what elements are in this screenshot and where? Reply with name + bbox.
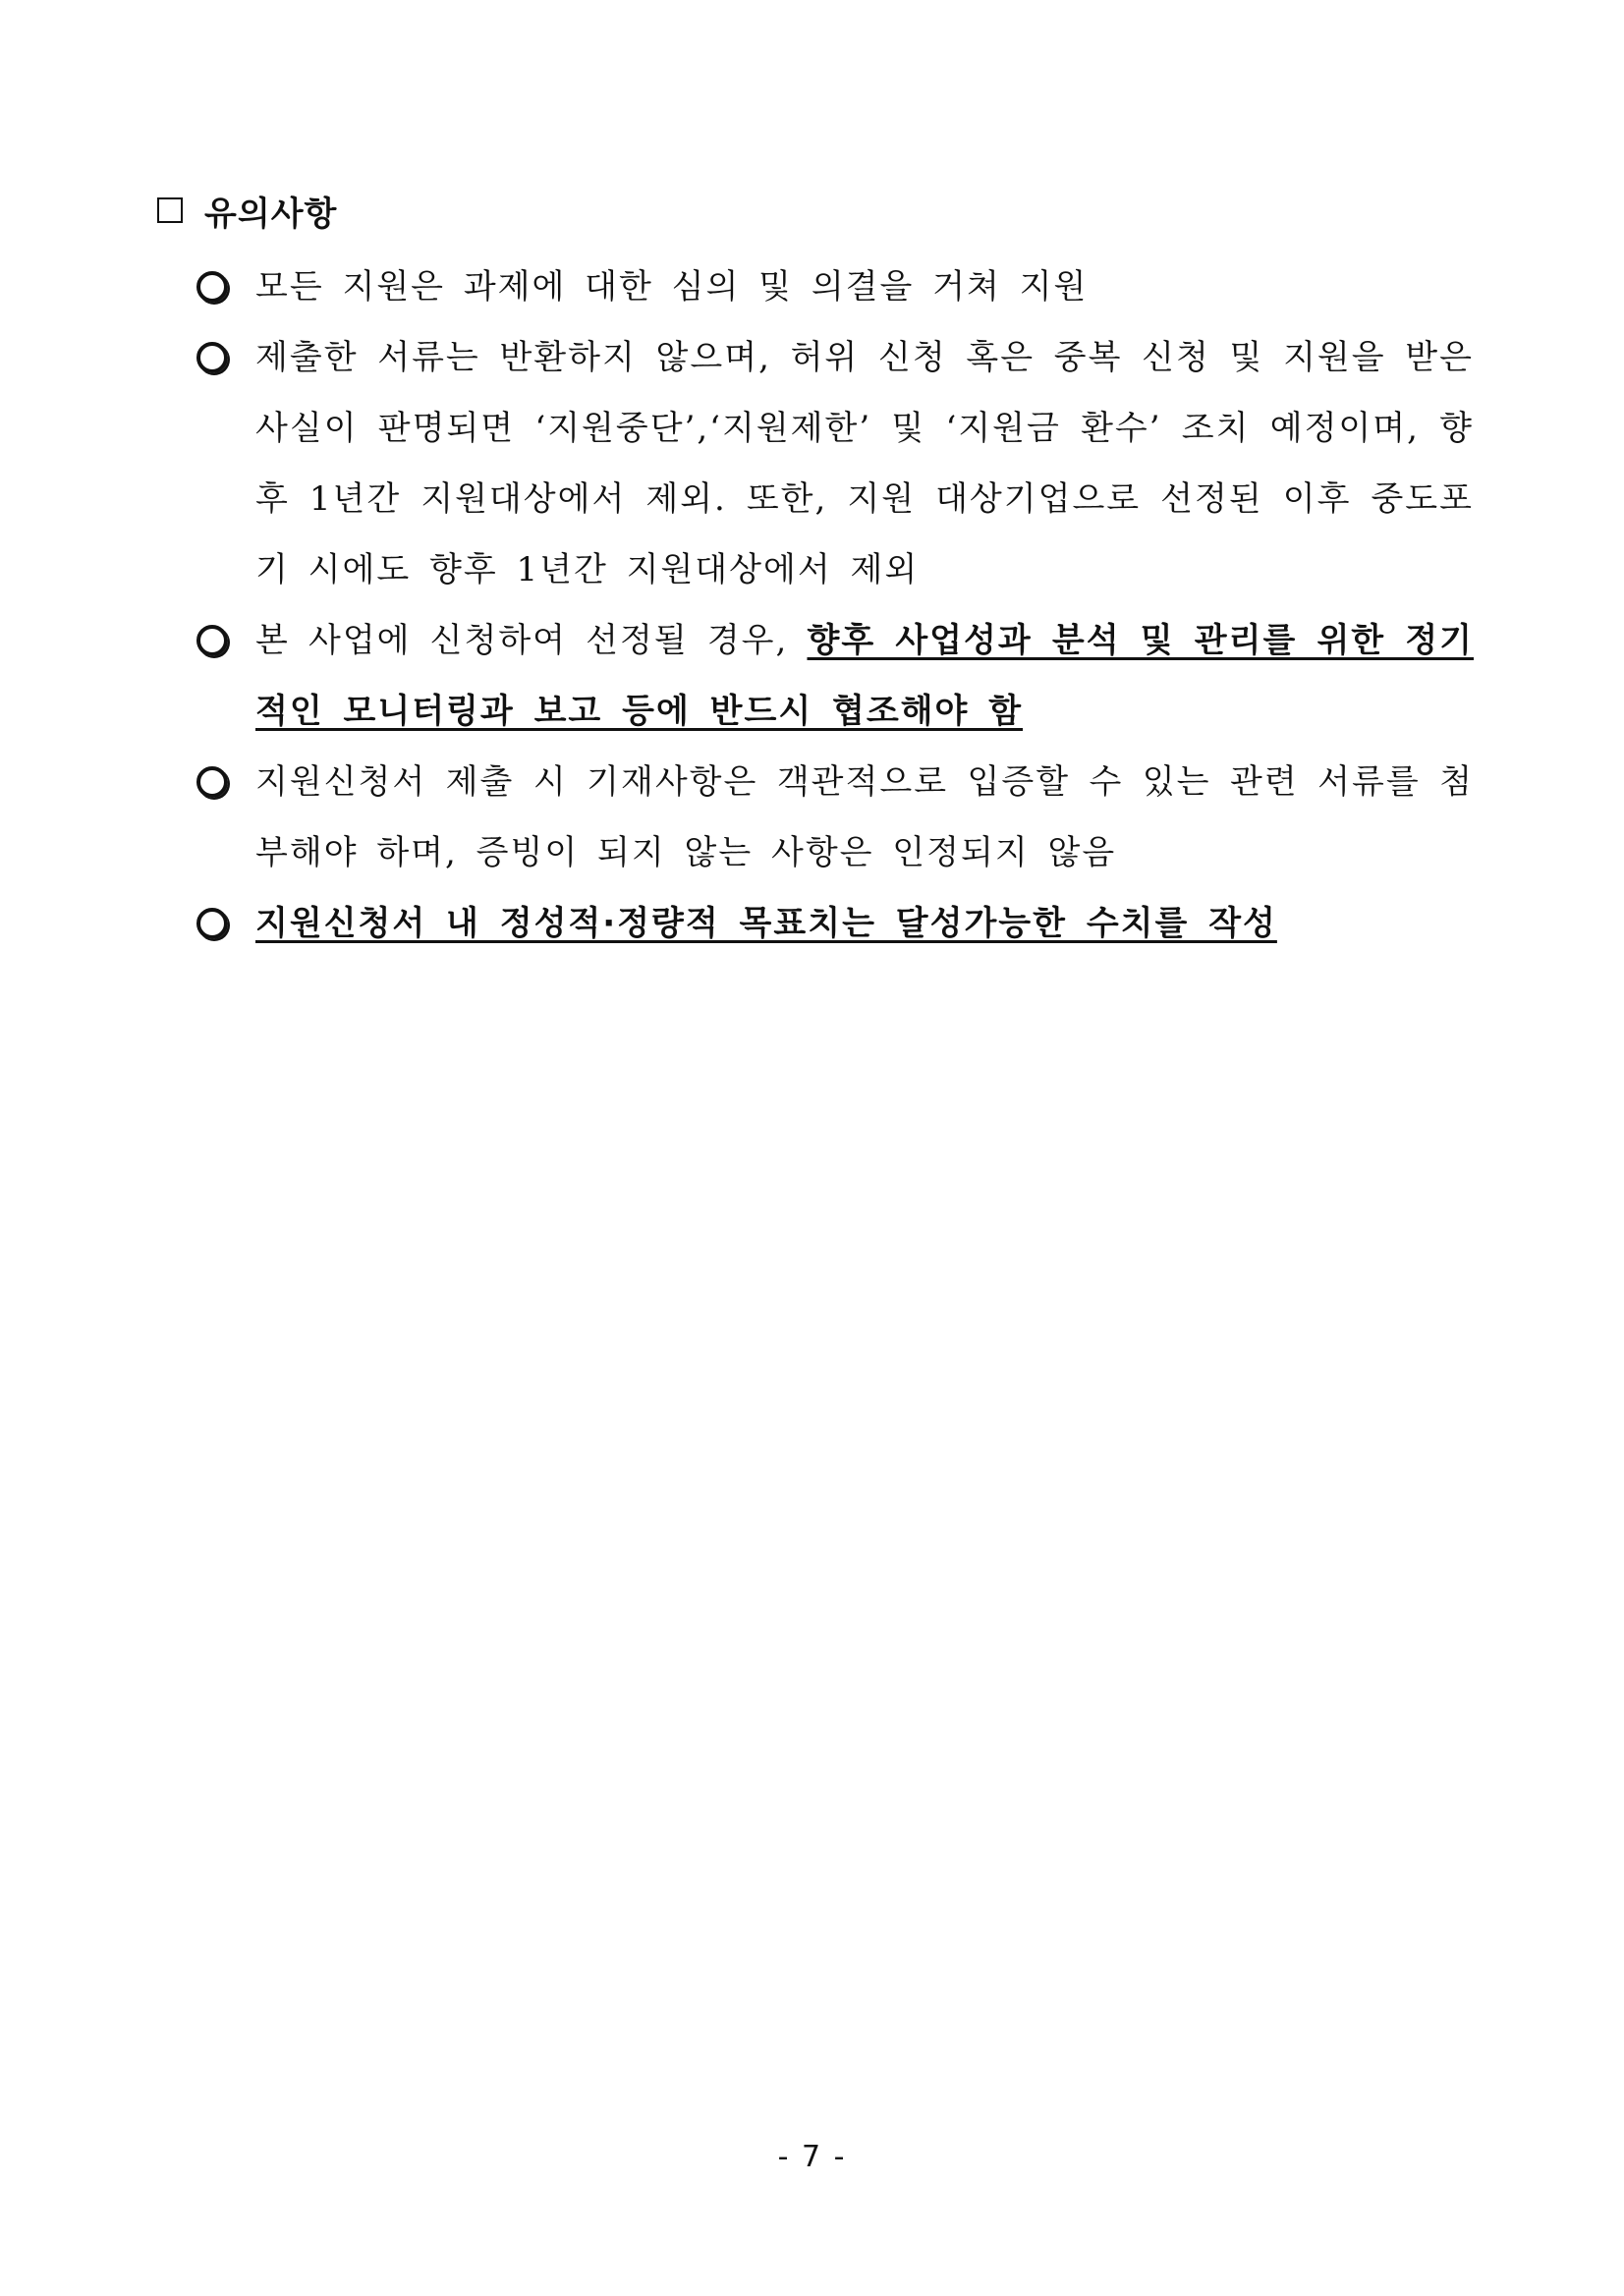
item-text: 지원신청서 제출 시 기재사항은 객관적으로 입증할 수 있는 관련 서류를 첨부해야 하며, 증빙이 되지 않는 사항은 인정되지 않음 [255, 762, 1474, 872]
item-text: 모든 지원은 과제에 대한 심의 및 의결을 거쳐 지원 [255, 267, 1089, 307]
circle-bullet-icon [196, 271, 228, 303]
list-item [196, 322, 1474, 605]
list-item [196, 747, 1474, 888]
section-title: 유의사항 [204, 194, 338, 234]
item-emphasis-text: 향후 사업성과 분석 및 관리를 위한 정기적인 모니터링과 보고 등에 반드시 협조해야 함 [255, 621, 1474, 731]
list-item [196, 605, 1474, 747]
section-heading [157, 185, 337, 236]
item-text: 본 사업에 신청하여 선정될 경우, [255, 621, 808, 660]
list-item [196, 252, 1474, 322]
page-number: - 7 - [777, 2140, 847, 2174]
item-emphasis-text: 지원신청서 내 정성적·정량적 목표치는 달성가능한 수치를 작성 [255, 904, 1277, 943]
circle-bullet-icon [196, 766, 228, 798]
circle-bullet-icon [196, 625, 228, 656]
item-text: 제출한 서류는 반환하지 않으며, 허위 신청 혹은 중복 신청 및 지원을 받은 사실이 판명되면 ‘지원중단’,‘지원제한’ 및 ‘지원금 환수’ 조치 예정이며, 향후 1년간 지원대상에서 제외. 또한, 지원 대상기업으로 선정된 이후 중도포기 시에도 향후 1년간 지원대상에서 제외 [255, 338, 1474, 589]
circle-bullet-icon [196, 908, 228, 939]
list-item [196, 888, 1474, 959]
checkbox-square-icon [157, 197, 183, 223]
circle-bullet-icon [196, 342, 228, 373]
notice-list [196, 252, 1474, 959]
